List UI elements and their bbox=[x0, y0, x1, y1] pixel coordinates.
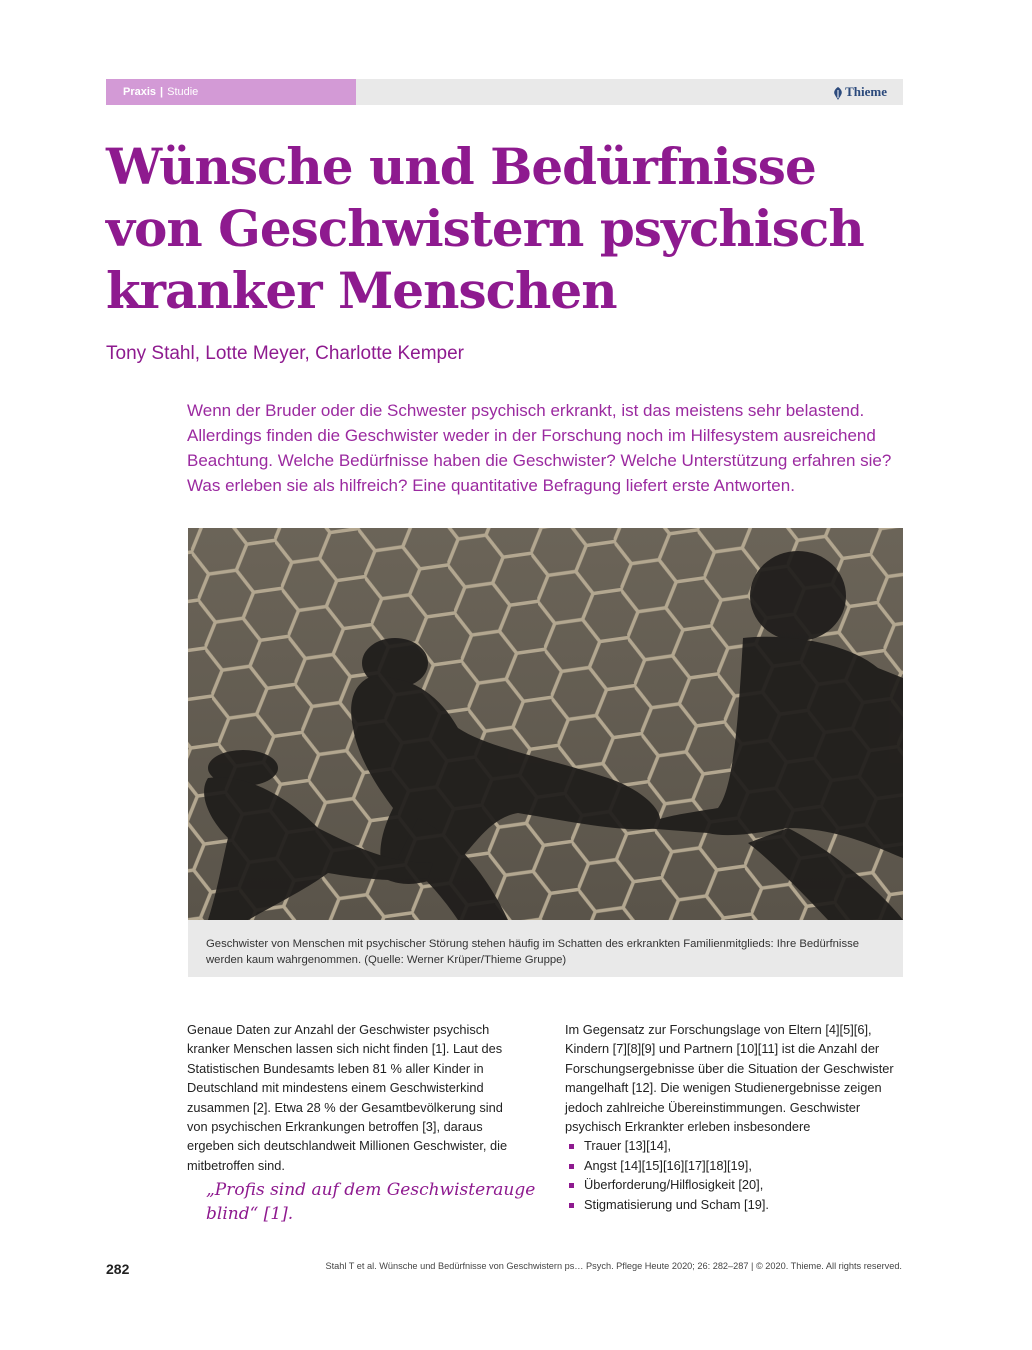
brand-name: Thieme bbox=[845, 84, 887, 99]
bullet-square-icon bbox=[569, 1203, 574, 1208]
footer-citation: Stahl T et al. Wünsche und Bedürfnisse von Geschwistern ps… Psych. Pflege Heute 2020; 26: 282–287 | © 2020. Thieme. All rights reserved. bbox=[325, 1261, 902, 1271]
bullet-square-icon bbox=[569, 1164, 574, 1169]
publisher-logo bbox=[833, 79, 887, 105]
header-bar bbox=[106, 79, 903, 105]
bullet-item bbox=[565, 1156, 903, 1175]
thieme-logo-icon bbox=[833, 87, 843, 100]
lead-paragraph: Wenn der Bruder oder die Schwester psychisch erkrankt, ist das meistens sehr belastend. Allerdings finden die Geschwister weder in der Forschung noch im Hilfesystem ausreichend Beachtung. Welche Bedürfnisse haben die Geschwister? Welche Unterstützung erfahren sie? Was erleben sie als hilfreich? Eine quantitative Befragung liefert erste Antworten. bbox=[187, 401, 892, 495]
bullet-item bbox=[565, 1195, 903, 1214]
photo-caption: Geschwister von Menschen mit psychischer Störung stehen häufig im Schatten des erkrankten Familienmitglieds: Ihre Bedürfnisse werden kaum wahrgenommen. (Quelle: Werner Krüper/Thieme Gruppe) bbox=[188, 920, 903, 977]
bullet-item bbox=[565, 1175, 903, 1194]
bullet-item bbox=[565, 1136, 903, 1155]
body-paragraph: Im Gegensatz zur Forschungslage von Eltern [4][5][6], Kindern [7][8][9] und Partnern [10][11] ist die Anzahl der Forschungsergebnisse über die Situation der Geschwister mangelhaft [12]. Die wenigen Studienergebnisse zeigen jedoch zahlreiche Übereinstimmungen. Geschwister psychisch Erkrankter erleben insbesondere bbox=[565, 1022, 894, 1135]
author-list: Tony Stahl, Lotte Meyer, Charlotte Kemper bbox=[106, 343, 465, 364]
section-label: Praxis bbox=[123, 86, 157, 98]
bullet-text: Stigmatisierung und Scham [19]. bbox=[584, 1196, 769, 1212]
pull-quote: „Profis sind auf dem Geschwisterauge blind“ [1]. bbox=[206, 1180, 536, 1224]
section-separator: | bbox=[160, 86, 164, 98]
bullet-text: Trauer [13][14], bbox=[584, 1138, 672, 1154]
title-line: von Geschwistern psychisch bbox=[106, 199, 864, 258]
bullet-square-icon bbox=[569, 1183, 574, 1188]
page-number: 282 bbox=[106, 1261, 130, 1277]
bullet-text: Überforderung/Hilflosigkeit [20], bbox=[584, 1177, 764, 1193]
subsection-label: Studie bbox=[167, 86, 199, 98]
bullet-square-icon bbox=[569, 1144, 574, 1149]
bullet-list bbox=[565, 1136, 903, 1214]
title-line: Wünsche und Bedürfnisse bbox=[106, 137, 816, 196]
shadow-photo-image bbox=[188, 528, 903, 920]
article-title bbox=[106, 136, 906, 322]
bullet-text: Angst [14][15][16][17][18][19], bbox=[584, 1157, 752, 1173]
body-column-right bbox=[565, 1020, 903, 1214]
body-column-left bbox=[187, 1020, 525, 1175]
body-paragraph: Genaue Daten zur Anzahl der Geschwister psychisch kranker Menschen lassen sich nicht finden [1]. Laut des Statistischen Bundesamts leben 81 % aller Kinder in Deutschland mit mindestens einem Geschwisterkind zusammen [2]. Etwa 28 % der Gesamtbevölkerung sind von psychischen Erkrankungen betroffen [3], daraus ergeben sich deutschlandweit Millionen Geschwister, die mitbetroffen sind. bbox=[187, 1022, 508, 1173]
section-tab bbox=[106, 79, 356, 105]
title-line: kranker Menschen bbox=[106, 261, 617, 320]
